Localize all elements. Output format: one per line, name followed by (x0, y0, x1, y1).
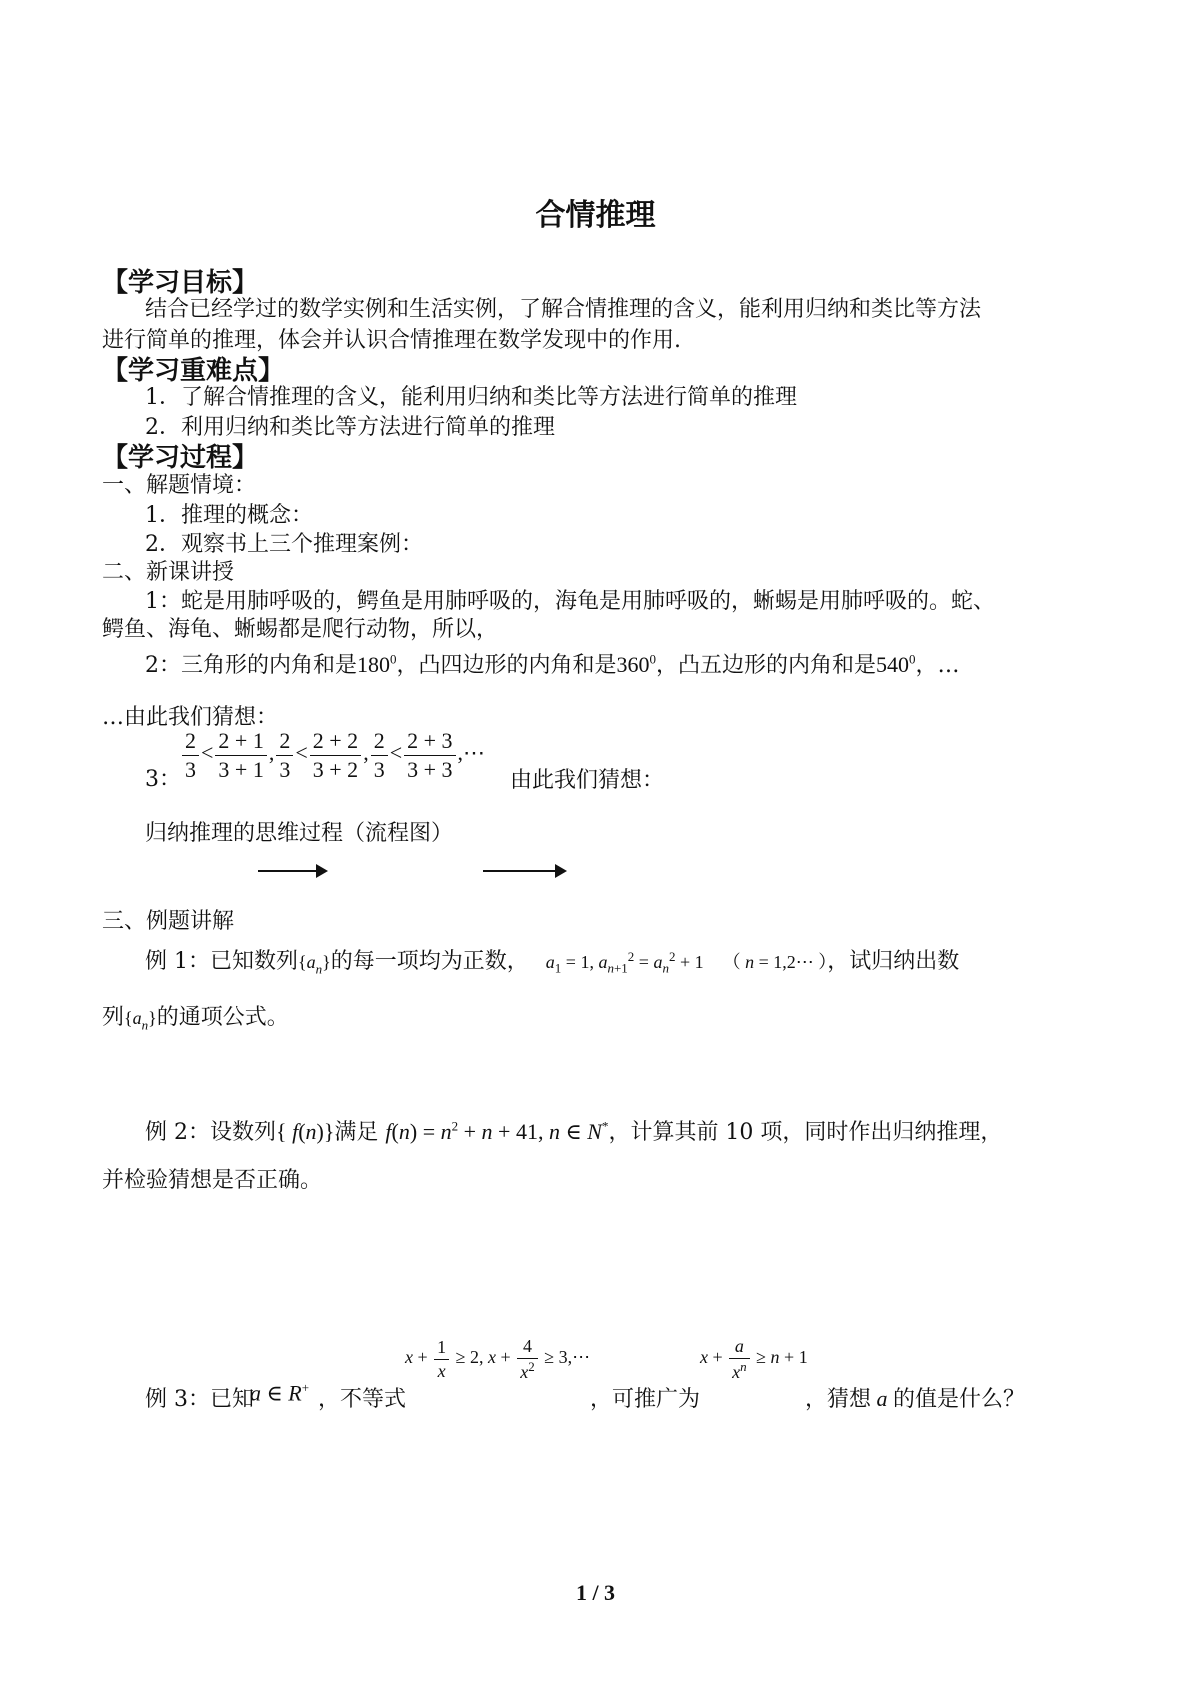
case-1-line-2: 鳄鱼、海龟、蜥蜴都是爬行动物，所以， (102, 617, 499, 642)
example-3-text-b: ，不等式 (318, 1387, 407, 1412)
example-3-text-d: ，猜想 a 的值是什么？ (805, 1386, 1026, 1412)
case-2-text-b: ，凸四边形的内角和是 (396, 653, 617, 678)
angle-360: $360^0$ (616, 651, 657, 677)
example-2-line-1: 例 2：设数列{ f(n)}满足 $f(n) = n^2 + n + 41$, n ∈ N*，计算其前 10 项，同时作出归纳推理， (145, 1118, 1003, 1145)
angle-540: $540^0$ (876, 651, 916, 677)
part-2-heading: 二、新课讲授 (102, 560, 235, 585)
section-heading-key-points: 【学习重难点】 (102, 356, 285, 386)
goals-line-2: 进行简单的推理，体会并认识合情推理在数学发现中的作用. (102, 328, 681, 353)
case-2-text-a: 2：三角形的内角和是 (145, 653, 357, 678)
case-3-label: 3： (145, 767, 181, 792)
example-1-line-2: 列$\{a_n\}$的通项公式。 (102, 1005, 289, 1033)
case-2-text-d: ，… (915, 653, 960, 678)
section-heading-goals: 【学习目标】 (102, 268, 259, 298)
case-2-line-2: …由此我们猜想： (102, 705, 279, 730)
example-3-generalization: x + $\frac{a}{x^n}$ ≥ n + 1 (700, 1336, 808, 1382)
flow-arrow-2 (483, 870, 565, 872)
example-3-inequalities: x + $\frac{1}{x}$ ≥ 2, x + $\frac{4}{x^2}$ ≥ 3,⋯ (405, 1336, 591, 1382)
part-1-item-1: 1．推理的概念： (145, 503, 313, 528)
case-1-line-1: 1：蛇是用肺呼吸的，鳄鱼是用肺呼吸的，海龟是用肺呼吸的，蜥蜴是用肺呼吸的。蛇、 (145, 589, 995, 614)
case-3-tail: 由此我们猜想： (510, 768, 665, 793)
page-title: 合情推理 (535, 198, 656, 233)
section-heading-process: 【学习过程】 (102, 443, 259, 473)
example-1-line-1: 例 1：已知数列$\{a_n\}$的每一项均为正数， $a_1 = 1$, $a_{n+1}^2 = a_n^2 + 1$ （ n = 1,2⋯ ），试归纳出数 (145, 949, 960, 977)
example-3-text-c: ，可推广为 (590, 1387, 701, 1412)
flow-chart-label: 归纳推理的思维过程（流程图） (145, 821, 454, 846)
case-2-line-1 (145, 648, 960, 679)
case-3-inequalities: $\frac{2}{3}$ < $\frac{2 + 1}{3 + 1}$ , $\frac{2}{3}$ < $\frac{2 + 2}{3 + 2}$ , $\frac{2}{3}$ < $\frac{2 + 3}{3 + 3}$ ,⋯ (180, 727, 485, 783)
goals-line-1: 结合已经学过的数学实例和生活实例，了解合情推理的含义，能利用归纳和类比等方法 (145, 297, 982, 322)
part-1-heading: 一、解题情境： (102, 473, 257, 498)
angle-180: $180^0$ (357, 651, 397, 677)
flow-arrow-1 (258, 870, 326, 872)
case-2-text-c: ，凸五边形的内角和是 (656, 653, 877, 678)
part-1-item-2: 2．观察书上三个推理案例： (145, 532, 423, 557)
part-3-heading: 三、例题讲解 (102, 909, 235, 934)
key-point-1: 1．了解合情推理的含义，能利用归纳和类比等方法进行简单的推理 (145, 385, 797, 410)
page-number: 1 / 3 (575, 1580, 616, 1605)
example-3-condition: a ∈ R+ (250, 1380, 310, 1406)
example-3-text-a: 例 3：已知 (145, 1387, 254, 1412)
key-point-2: 2．利用归纳和类比等方法进行简单的推理 (145, 415, 555, 440)
example-2-line-2: 并检验猜想是否正确。 (102, 1168, 323, 1193)
